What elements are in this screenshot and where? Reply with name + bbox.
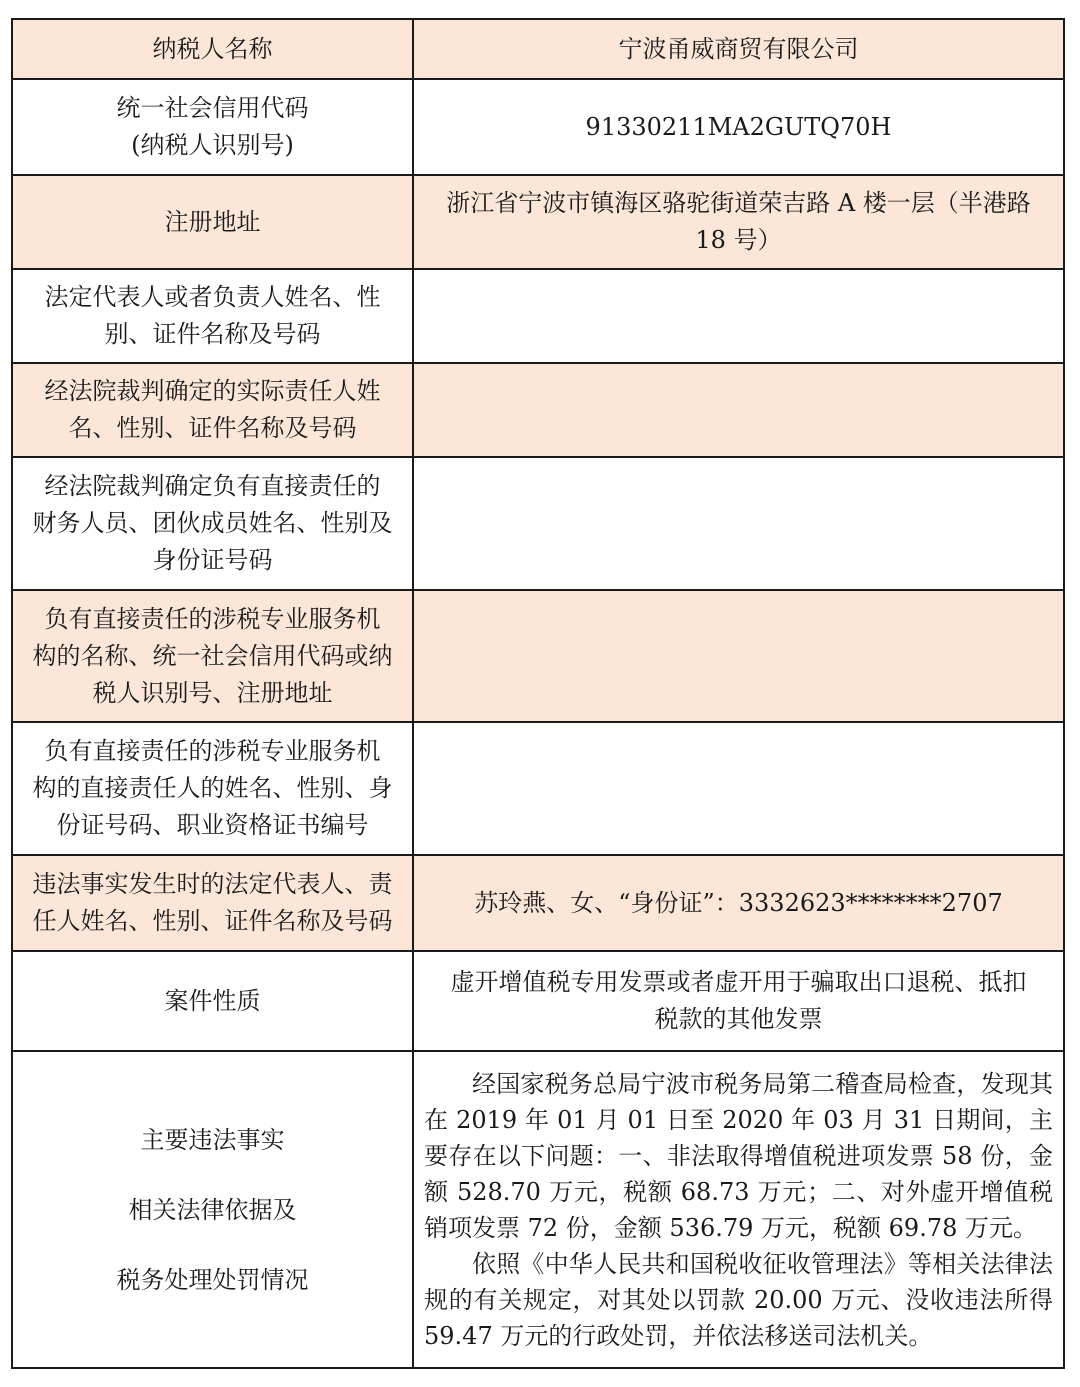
row-agency-person	[12, 722, 1064, 855]
row-taxpayer-name	[12, 19, 1064, 79]
value-agency-person	[413, 722, 1064, 855]
value-tax-agency	[413, 590, 1064, 722]
label-penalty-line: 税务处理处罚情况	[116, 1265, 309, 1294]
value-registered-address: 浙江省宁波市镇海区骆驼街道荣吉路 A 楼一层（半港路 18 号）	[413, 175, 1064, 269]
row-main-facts	[12, 1051, 1064, 1368]
row-rep-at-violation	[12, 855, 1064, 951]
label-case-nature: 案件性质	[12, 951, 413, 1051]
value-finance-staff	[413, 457, 1064, 590]
row-actual-responsible	[12, 363, 1064, 457]
value-case-nature: 虚开增值税专用发票或者虚开用于骗取出口退税、抵扣 税款的其他发票	[413, 951, 1064, 1051]
value-legal-rep	[413, 269, 1064, 363]
facts-paragraph-1: 经国家税务总局宁波市税务局第二稽查局检查，发现其在 2019 年 01 月 01 日至 2020 年 03 月 31 日期间，主要存在以下问题：一、非法取得增值税进项发票 58 份，金额 528.70 万元，税额 68.73 万元；二、对外虚开增值税销项发票 72 份，金额 536.79 万元，税额 69.78 万元。	[424, 1069, 1053, 1242]
row-registered-address	[12, 175, 1064, 269]
row-credit-code	[12, 79, 1064, 175]
label-main-facts-line: 主要违法事实	[140, 1125, 285, 1154]
label-taxpayer-name: 纳税人名称	[12, 19, 413, 79]
taxpayer-info-table	[11, 18, 1065, 1369]
value-rep-at-violation: 苏玲燕、女、“身份证”：3332623********2707	[413, 855, 1064, 951]
row-tax-agency	[12, 590, 1064, 722]
label-legal-rep: 法定代表人或者负责人姓名、性 别、证件名称及号码	[12, 269, 413, 363]
label-rep-at-violation: 违法事实发生时的法定代表人、责 任人姓名、性别、证件名称及号码	[12, 855, 413, 951]
label-registered-address: 注册地址	[12, 175, 413, 269]
value-credit-code: 91330211MA2GUTQ70H	[413, 79, 1064, 175]
label-legal-basis-line: 相关法律依据及	[128, 1195, 297, 1224]
label-finance-staff: 经法院裁判确定负有直接责任的 财务人员、团伙成员姓名、性别及 身份证号码	[12, 457, 413, 590]
row-finance-staff	[12, 457, 1064, 590]
value-actual-responsible	[413, 363, 1064, 457]
label-actual-responsible: 经法院裁判确定的实际责任人姓 名、性别、证件名称及号码	[12, 363, 413, 457]
row-legal-rep	[12, 269, 1064, 363]
facts-paragraph-2: 依照《中华人民共和国税收征收管理法》等相关法律法规的有关规定，对其处以罚款 20.00 万元、没收违法所得 59.47 万元的行政处罚，并依法移送司法机关。	[424, 1249, 1053, 1350]
label-credit-code: 统一社会信用代码 (纳税人识别号)	[12, 79, 413, 175]
row-case-nature	[12, 951, 1064, 1051]
value-taxpayer-name: 宁波甬威商贸有限公司	[413, 19, 1064, 79]
value-main-facts	[413, 1051, 1064, 1368]
label-main-facts	[12, 1051, 413, 1368]
label-agency-person: 负有直接责任的涉税专业服务机 构的直接责任人的姓名、性别、身 份证号码、职业资格证书编号	[12, 722, 413, 855]
label-tax-agency: 负有直接责任的涉税专业服务机 构的名称、统一社会信用代码或纳 税人识别号、注册地址	[12, 590, 413, 722]
